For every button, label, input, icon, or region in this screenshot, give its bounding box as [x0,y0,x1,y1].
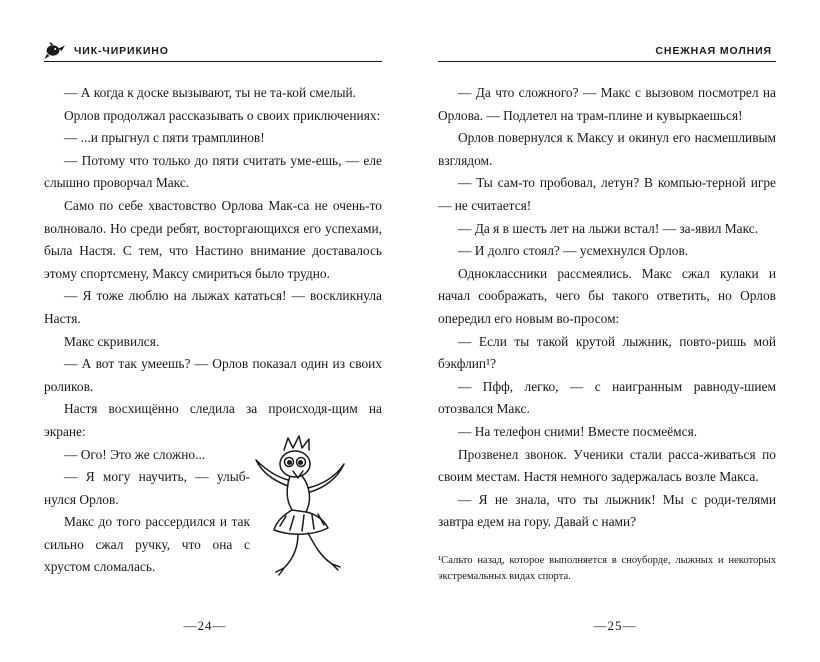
paragraph: — И долго стоял? — усмехнулся Орлов. [458,243,689,259]
paragraph: — Я могу научить, — улыб-нулся Орлов. [44,469,250,507]
paragraph: — Да что сложного? — Макс с вызовом посмотрел на Орлова. — Подлетел на трам-плине и кувыркаешься! [438,85,776,123]
paragraph: — Я тоже люблю на лыжах кататься! — воскликнула Настя. [44,288,382,326]
paragraph: — Пфф, легко, — с наигранным равноду-шием отозвался Макс. [438,378,776,417]
bird-emblem-icon [44,42,66,60]
paragraph: — ...и прыгнул с пяти трамплинов! [64,130,265,146]
paragraph: — А вот так умеешь? — Орлов показал один из своих роликов. [44,356,382,394]
paragraph: Само по себе хвастовство Орлова Мак-са не очень-то волновало. Но среди ребят, восторгающихся его успехами, была Настя. С тем, что Настино внимание доставалось этому спортсмену, Максу смириться было трудно. [44,197,382,281]
paragraph: Макс скривился. [64,333,160,349]
paragraph: Орлов продолжал рассказывать о своих приключениях: [64,107,381,123]
paragraph: — Я не знала, что ты лыжник! Мы с роди-телями завтра едем на гору. Давай с нами? [438,491,776,530]
paragraph: — Да я в шесть лет на лыжи встал! — за-явил Макс. [458,220,759,236]
paragraph: — А когда к доске вызывают, ты не та-кой смелый. [64,85,357,100]
left-running-head-text: ЧИК-ЧИРИКИНО [70,45,173,57]
right-page [410,0,820,662]
paragraph: Прозвенел звонок. Ученики стали расса-живаться по своим местам. Настя немного задержалась возле Макса. [438,446,776,485]
left-running-head-rule [44,61,382,62]
left-page-number: —24— [183,618,227,633]
right-page-number: —25— [593,618,637,633]
paragraph: Настя восхищённо следила за происходя-щим на экране: [44,401,382,439]
footnote-text: ¹Сальто назад, которое выполняется в сноуборде, лыжных и некоторых экстремальных видах спорта. [438,555,776,582]
paragraph: — На телефон сними! Вместе посмеёмся. [458,423,698,439]
right-page-body [438,82,776,534]
paragraph: — Если ты такой крутой лыжник, повто-ришь мой бэкфлип¹? [438,333,776,372]
right-running-head-rule [438,61,776,62]
paragraph: Орлов повернулся к Максу и окинул его насмешливым взглядом. [438,130,776,168]
left-running-head [44,34,382,68]
paragraph: — Ого! Это же сложно... [64,446,206,462]
left-page-body [44,82,382,579]
paragraph: — Потому что только до пяти считать уме-ешь, — еле слышно проворчал Макс. [44,152,382,191]
footnote [438,553,776,584]
paragraph: — Ты сам-то пробовал, летун? В компью-терной игре — не считается! [438,175,776,213]
right-running-head-text: СНЕЖНАЯ МОЛНИЯ [651,45,776,57]
right-running-head [438,34,776,68]
paragraph: Одноклассники рассмеялись. Макс сжал кулаки и начал соображать, чего бы такого ответить, но Орлов опередил его новым во-просом: [438,265,776,326]
paragraph: Макс до того рассердился и так сильно сжал ручку, что она с хрустом сломалась. [44,514,250,575]
